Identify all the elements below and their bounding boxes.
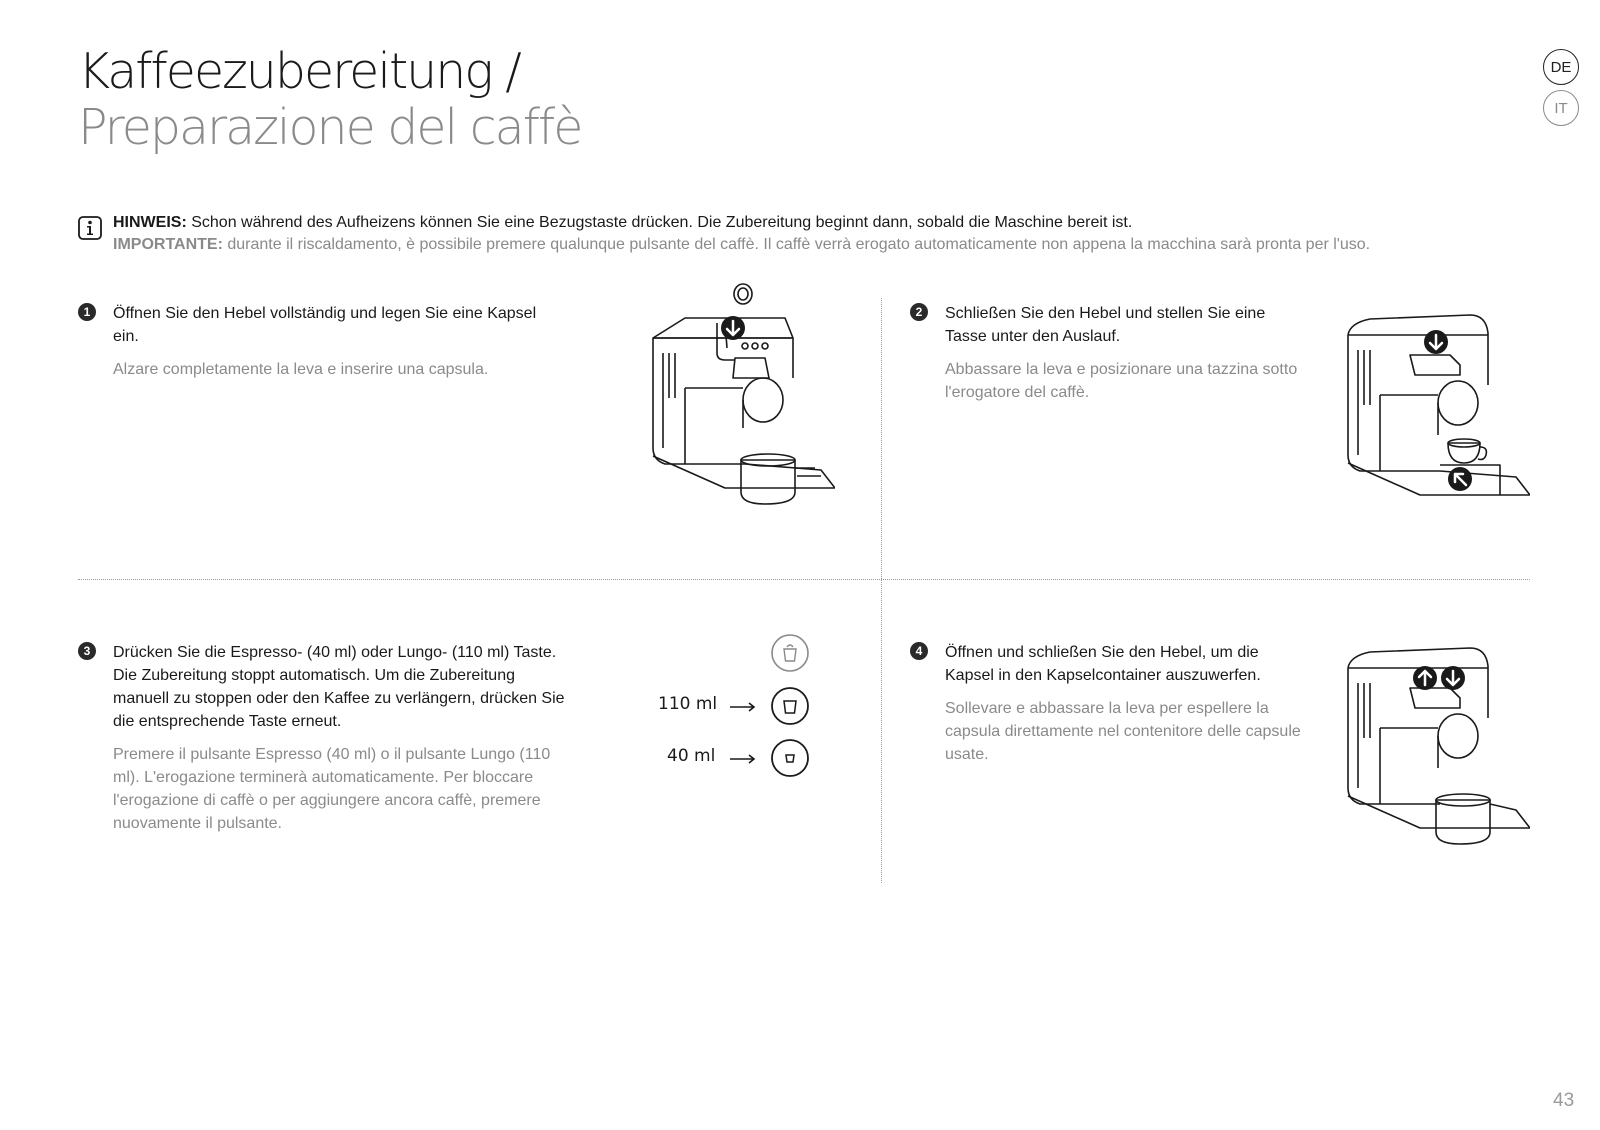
- coffee-machine-insert-capsule-illustration: [645, 278, 835, 518]
- coffee-machine-eject-capsule-illustration: [1340, 638, 1530, 848]
- step-number: 2: [910, 303, 928, 321]
- lungo-button-icon[interactable]: [770, 686, 810, 726]
- step-1: [78, 302, 548, 381]
- coffee-machine-place-cup-illustration: [1340, 305, 1530, 520]
- note-it-label: IMPORTANTE:: [113, 236, 223, 253]
- step-2: [910, 302, 1310, 404]
- step-text-it: Abbassare la leva e posizionare una tazzina sotto l'erogatore del caffè.: [945, 361, 1298, 401]
- step-text-it: Premere il pulsante Espresso (40 ml) o il pulsante Lungo (110 ml). L'erogazione terminerà automaticamente. Per bloccare l'erogazione di caffè o per aggiungere ancora caffè, premere nuovamente il pulsante.: [113, 746, 551, 832]
- note-it: [113, 234, 1370, 256]
- horizontal-divider: [78, 579, 1530, 580]
- espresso-button-icon[interactable]: [770, 738, 810, 778]
- note-de: [113, 212, 1132, 234]
- title-de: Kaffeezubereitung /: [78, 43, 520, 100]
- step-3: [78, 641, 573, 835]
- step-text-it: Alzare completamente la leva e inserire una capsula.: [113, 361, 489, 378]
- page-title: [78, 44, 581, 156]
- step-text-it: Sollevare e abbassare la leva per espellere la capsula direttamente nel contenitore delle capsule usate.: [945, 700, 1301, 763]
- language-badge-it: IT: [1543, 90, 1579, 126]
- lungo-volume-label: 110 ml: [658, 694, 718, 714]
- page-number: 43: [1553, 1090, 1575, 1111]
- step-text-de: Öffnen und schließen Sie den Hebel, um die Kapsel in den Kapselcontainer auszuwerfen.: [945, 644, 1261, 684]
- step-text-de: Drücken Sie die Espresso- (40 ml) oder Lungo- (110 ml) Taste. Die Zubereitung stoppt automatisch. Um die Zubereitung manuell zu stoppen oder den Kaffee zu verlängern, drücken Sie die entsprechende Taste erneut.: [113, 644, 565, 730]
- step-number: 4: [910, 642, 928, 660]
- note-de-label: HINWEIS:: [113, 214, 187, 231]
- step-text-de: Schließen Sie den Hebel und stellen Sie eine Tasse unter den Auslauf.: [945, 305, 1266, 345]
- note-de-text: Schon während des Aufheizens können Sie eine Bezugstaste drücken. Die Zubereitung beginnt dann, sobald die Maschine bereit ist.: [186, 214, 1133, 231]
- step-number: 3: [78, 642, 96, 660]
- espresso-volume-label: 40 ml: [667, 746, 716, 766]
- step-4: [910, 641, 1310, 766]
- step-text-de: Öffnen Sie den Hebel vollständig und legen Sie eine Kapsel ein.: [113, 305, 537, 345]
- language-badge-de: DE: [1543, 49, 1579, 85]
- steam-button-icon: [770, 633, 810, 673]
- arrow-right-icon: [728, 700, 758, 714]
- step-number: 1: [78, 303, 96, 321]
- note-it-text: durante il riscaldamento, è possibile premere qualunque pulsante del caffè. Il caffè verrà erogato automaticamente non appena la macchina sarà pronta per l'uso.: [222, 236, 1371, 253]
- title-it: Preparazione del caffè: [78, 99, 582, 156]
- info-icon: [78, 216, 102, 240]
- arrow-right-icon: [728, 752, 758, 766]
- vertical-divider: [881, 298, 882, 883]
